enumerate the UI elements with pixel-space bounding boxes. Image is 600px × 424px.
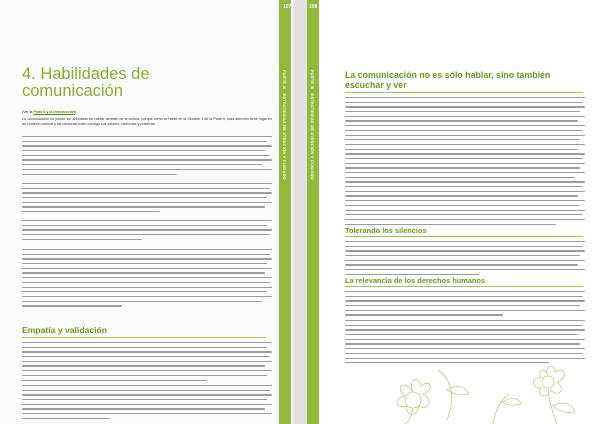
tab-right-label: PARTE III ESTRATEGIAS DE ATENCIÓN Y CUIDADO <box>310 70 315 180</box>
left-page <box>0 0 293 424</box>
book-spine <box>293 0 307 424</box>
flower-illustration <box>343 360 583 424</box>
body-paragraph-4 <box>22 249 272 310</box>
intro-paragraph: La comunicación no puede ser abordada sin hablar también de la cultura, porque como se habló en la Sección 3 de la Parte II, toda atención tiene lugar en un contexto cultural y las personas traen consigo sus valores, creencias y prácticas. <box>22 117 272 126</box>
body-paragraph-3 <box>22 220 272 243</box>
section-heading-silence: Tolerando los silencios <box>345 226 427 235</box>
section-divider <box>345 286 583 287</box>
right-page <box>307 0 600 424</box>
empathy-paragraph-1 <box>22 342 272 384</box>
body-paragraph-2 <box>22 183 272 216</box>
page-number-left: 107 <box>283 4 292 10</box>
cross-reference <box>22 110 272 115</box>
chapter-title <box>22 66 262 100</box>
silence-paragraph <box>345 241 585 279</box>
section-heading-listening-line1: La comunicación no es sólo hablar, sino también <box>345 70 551 80</box>
body-paragraph-1 <box>22 136 272 178</box>
chapter-title-line2: comunicación <box>22 82 123 100</box>
section-heading-listening <box>345 71 577 90</box>
page-number-right: 108 <box>309 4 318 10</box>
rights-paragraph-1 <box>345 291 585 319</box>
section-divider <box>345 236 583 237</box>
section-heading-human-rights: La relevancia de los derechos humanos <box>345 276 486 285</box>
chapter-tab-right <box>307 0 319 424</box>
ref-link[interactable]: Parte II y la Introducción <box>33 110 76 114</box>
listening-paragraph <box>345 97 585 228</box>
chapter-title-line1: 4. Habilidades de <box>22 65 150 83</box>
section-heading-empathy: Empatía y validación <box>22 325 108 335</box>
chapter-tab-left <box>279 0 291 424</box>
tab-left-label: PARTE III ESTRATEGIAS DE ATENCIÓN Y CUIDADO <box>282 70 287 180</box>
section-heading-listening-line2: escuchar y ver <box>345 79 407 90</box>
ref-prefix: (Ver la <box>22 110 34 114</box>
section-divider <box>22 337 266 338</box>
section-divider <box>345 92 583 93</box>
empathy-paragraph-2 <box>22 385 272 423</box>
ref-suffix: ) <box>75 110 77 114</box>
